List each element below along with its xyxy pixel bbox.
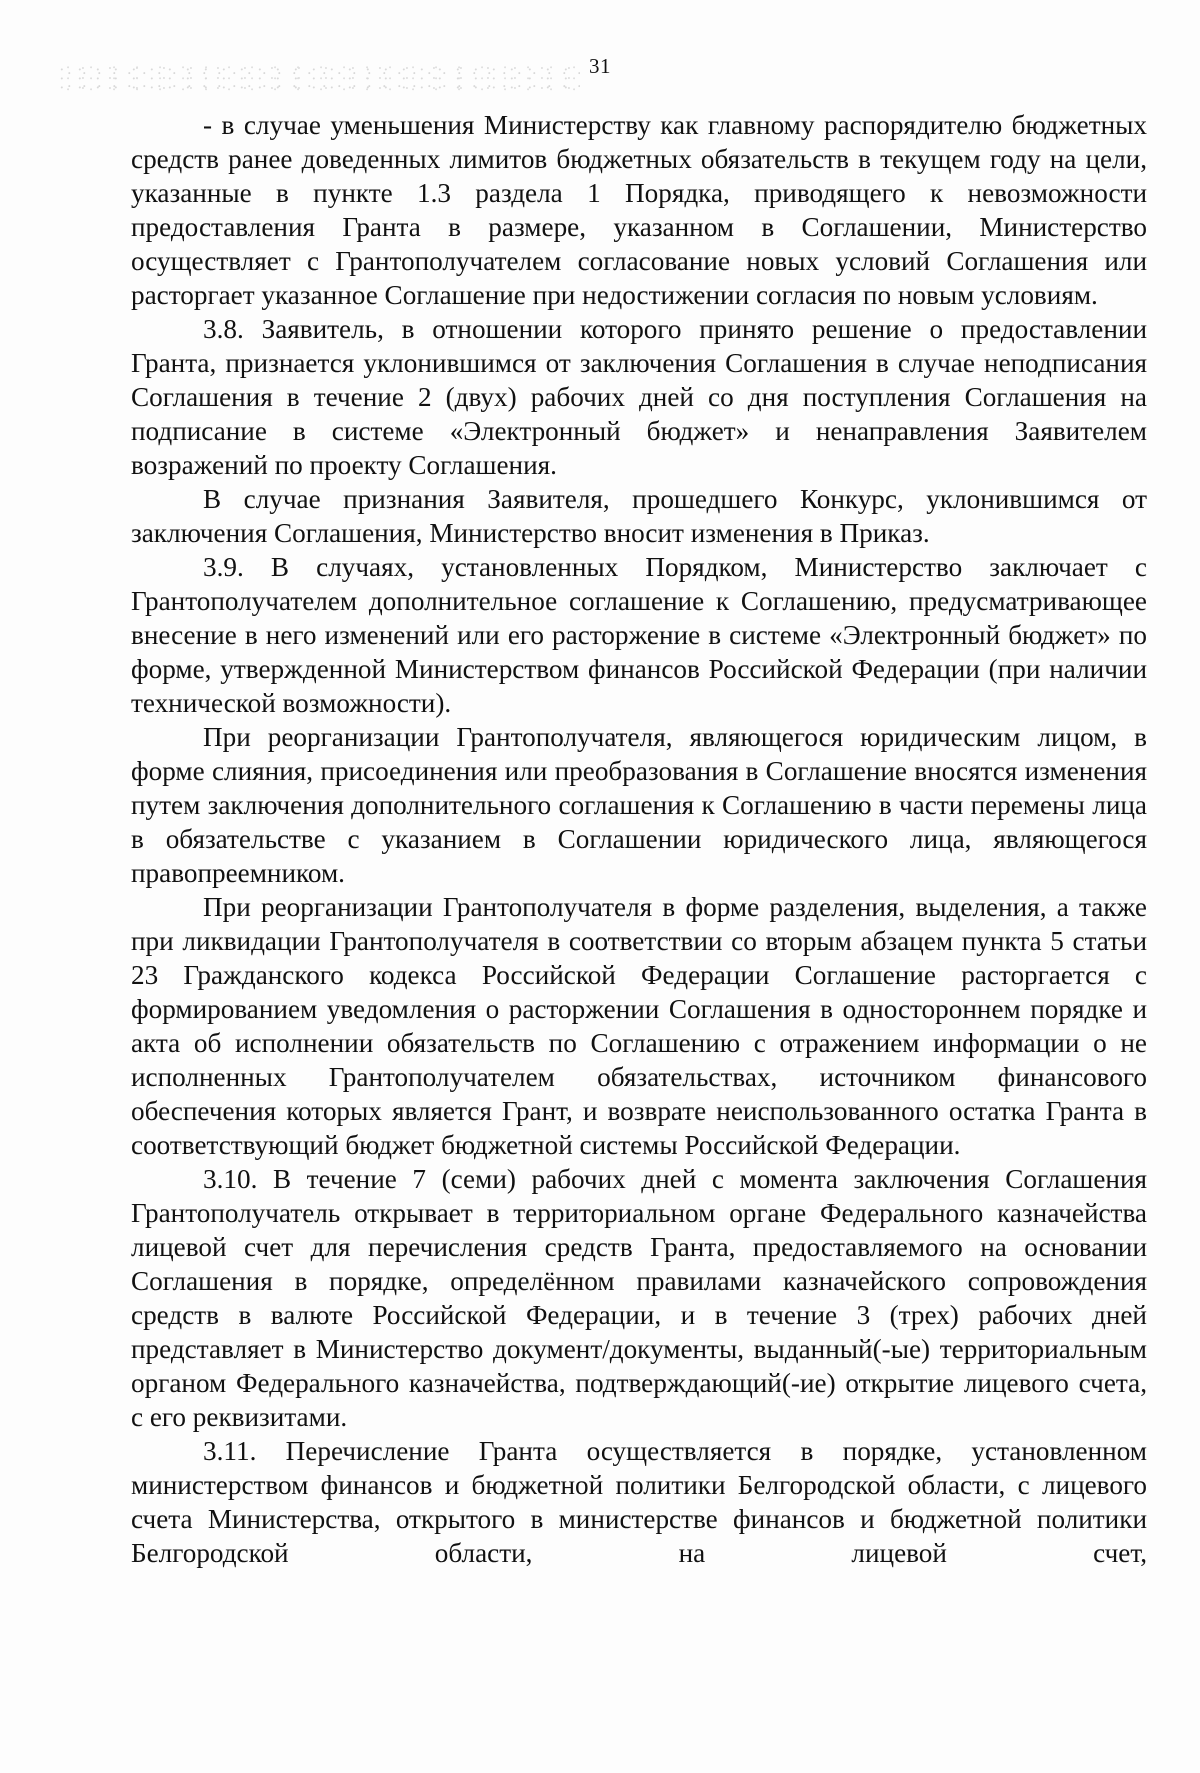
paragraph-reorganization-division: При реорганизации Грантополучателя в форме разделения, выделения, а также при ликвидации Грантополучателя в соответствии со вторым абзацем пункта 5 статьи 23 Гражданского кодекса Российской Федерации Соглашение расторгается с формированием уведомления о расторжении Соглашения в одностороннем порядке и акта об исполнении обязательств по Соглашению с отражением информации о не исполненных Грантополучателем обязательствах, источником финансового обеспечения которых является Грант, и возврате неиспользованного остатка Гранта в соответствующий бюджет бюджетной системы Российской Федерации. bbox=[131, 892, 1147, 1160]
page-number: 31 bbox=[589, 54, 611, 78]
paragraph-reorganization-merger: При реорганизации Грантополучателя, являющегося юридическим лицом, в форме слияния, присоединения или преобразования в Соглашение вносятся изменения путем заключения дополнительного соглашения к Соглашению в части перемены лица в обязательстве с указанием в Соглашении юридического лица, являющегося правопреемником. bbox=[131, 722, 1147, 888]
paragraph-reduction-limits: - в случае уменьшения Министерству как главному распорядителю бюджетных средств ранее доведенных лимитов бюджетных обязательств в текущем году на цели, указанные в пункте 1.3 раздела 1 Порядка, приводящего к невозможности предоставления Гранта в размере, указанном в Соглашении, Министерство осуществляет с Грантополучателем согласование новых условий Соглашения или расторгает указанное Соглашение при недостижении согласия по новым условиям. bbox=[131, 110, 1147, 310]
paragraph-3-8: 3.8. Заявитель, в отношении которого принято решение о предоставлении Гранта, признается уклонившимся от заключения Соглашения в случае неподписания Соглашения в течение 2 (двух) рабочих дней со дня поступления Соглашения на подписание в системе «Электронный бюджет» и ненаправления Заявителем возражений по проекту Соглашения. bbox=[131, 314, 1147, 480]
paragraph-3-11: 3.11. Перечисление Гранта осуществляется в порядке, установленном министерством финансов и бюджетной политики Белгородской области, с лицевого счета Министерства, открытого в министерстве финансов и бюджетной политики Белгородской области, на лицевой счет, bbox=[131, 1436, 1147, 1568]
paragraph-3-10: 3.10. В течение 7 (семи) рабочих дней с момента заключения Соглашения Грантополучатель открывает в территориальном органе Федерального казначейства лицевой счет для перечисления средств Гранта, предоставляемого на основании Соглашения в порядке, определённом правилами казначейского сопровождения средств в валюте Российской Федерации, и в течение 3 (трех) рабочих дней представляет в Министерство документ/документы, выданный(-ые) территориальным органом Федерального казначейства, подтверждающий(-ие) открытие лицевого счета, с его реквизитами. bbox=[131, 1164, 1147, 1432]
paragraph-applicant-evasion: В случае признания Заявителя, прошедшего Конкурс, уклонившимся от заключения Соглашения, Министерство вносит изменения в Приказ. bbox=[131, 484, 1147, 548]
paragraph-3-9: 3.9. В случаях, установленных Порядком, Министерство заключает с Грантополучателем дополнительное соглашение к Соглашению, предусматривающее внесение в него изменений или его расторжение в системе «Электронный бюджет» по форме, утвержденной Министерством финансов Российской Федерации (при наличии технической возможности). bbox=[131, 552, 1147, 718]
document-body bbox=[131, 108, 1147, 1570]
